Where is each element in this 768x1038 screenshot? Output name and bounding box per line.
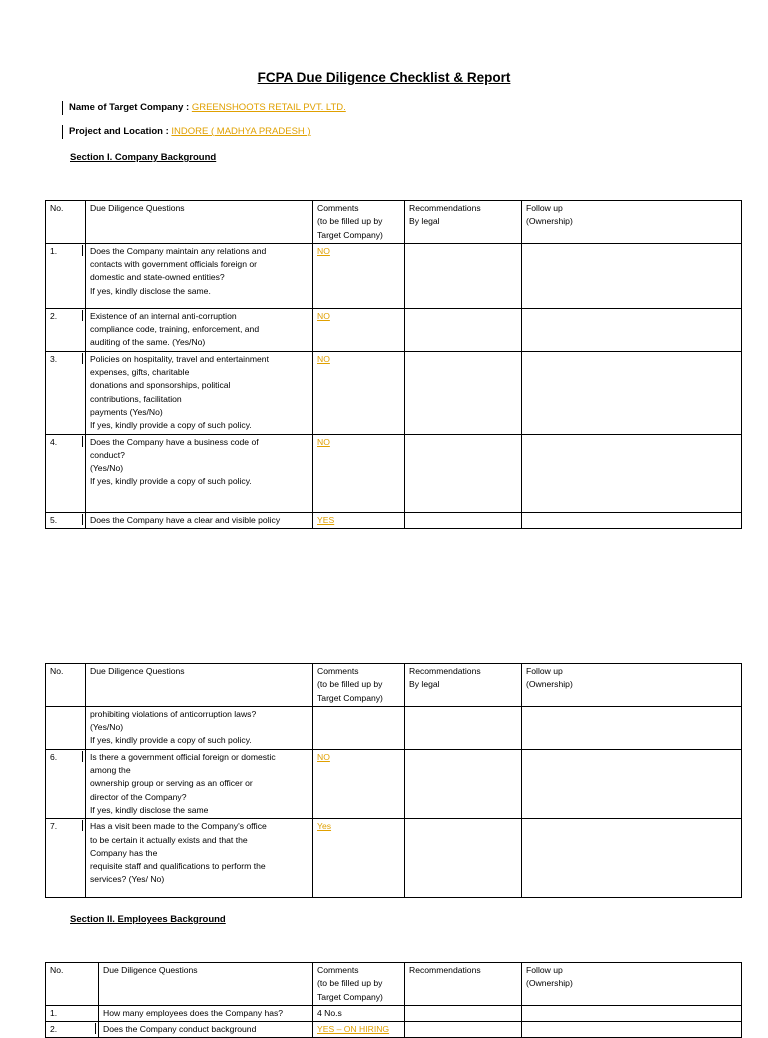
table-row xyxy=(46,819,742,898)
checklist-table-2 xyxy=(45,663,742,898)
row-number: 5. xyxy=(46,512,86,528)
row-comment xyxy=(313,1022,405,1038)
table-row xyxy=(46,243,742,308)
row-recommendation xyxy=(405,1005,522,1021)
row-comment xyxy=(313,749,405,818)
row-follow-up xyxy=(522,749,742,818)
row-number: 7. xyxy=(46,819,86,898)
row-recommendation xyxy=(405,434,522,512)
table-row xyxy=(46,308,742,351)
row-recommendation xyxy=(405,351,522,434)
table-row xyxy=(46,706,742,749)
header-recommendations: Recommendations By legal xyxy=(405,201,522,244)
row-question: Does the Company have a business code of conduct? (Yes/No) If yes, kindly provide a copy of such policy. xyxy=(86,434,313,512)
answer-value: Yes xyxy=(317,821,332,832)
target-company-value: GREENSHOOTS RETAIL PVT. LTD. xyxy=(191,102,346,113)
row-comment xyxy=(313,308,405,351)
row-comment xyxy=(313,243,405,308)
row-comment xyxy=(313,1005,405,1021)
row-follow-up xyxy=(522,351,742,434)
answer-value: NO xyxy=(317,310,330,321)
header-recommendations: Recommendations xyxy=(405,963,522,1006)
table-header-row xyxy=(46,201,742,244)
row-follow-up xyxy=(522,308,742,351)
header-recommendations: Recommendations By legal xyxy=(405,664,522,707)
target-company-field xyxy=(62,101,346,115)
row-number xyxy=(46,706,86,749)
section1-title: Section I. Company Background xyxy=(70,152,217,163)
answer-value: YES xyxy=(317,514,335,525)
row-question: Does the Company have a clear and visible policy xyxy=(86,512,313,528)
header-comments: Comments (to be filled up by Target Company) xyxy=(313,664,405,707)
checklist-table-1 xyxy=(45,200,742,529)
table-header-row xyxy=(46,963,742,1006)
answer-value: 4 No.s xyxy=(317,1007,342,1018)
row-follow-up xyxy=(522,434,742,512)
header-comments: Comments (to be filled up by Target Company) xyxy=(313,201,405,244)
employees-table xyxy=(45,962,742,1038)
row-recommendation xyxy=(405,243,522,308)
row-number: 4. xyxy=(46,434,86,512)
row-comment xyxy=(313,351,405,434)
header-questions: Due Diligence Questions xyxy=(86,201,313,244)
row-question: Is there a government official foreign or domestic among the ownership group or serving as an officer or director of the Company? If yes, kindly disclose the same xyxy=(86,749,313,818)
row-recommendation xyxy=(405,308,522,351)
answer-value: NO xyxy=(317,245,330,256)
row-question: Existence of an internal anti-corruption compliance code, training, enforcement, and auditing of the same. (Yes/No) xyxy=(86,308,313,351)
row-comment xyxy=(313,512,405,528)
table-row xyxy=(46,1022,742,1038)
row-number: 6. xyxy=(46,749,86,818)
header-no: No. xyxy=(46,963,99,1006)
target-company-label: Name of Target Company : xyxy=(69,102,190,113)
row-question: Does the Company maintain any relations and contacts with government officials foreign or domestic and state-owned entities? If yes, kindly disclose the same. xyxy=(86,243,313,308)
answer-value: NO xyxy=(317,751,330,762)
row-follow-up xyxy=(522,706,742,749)
document-title: FCPA Due Diligence Checklist & Report xyxy=(257,70,511,85)
row-number: 3. xyxy=(46,351,86,434)
header-questions: Due Diligence Questions xyxy=(86,664,313,707)
row-follow-up xyxy=(522,819,742,898)
project-location-value: INDORE ( MADHYA PRADESH ) xyxy=(171,126,311,137)
table-header-row xyxy=(46,664,742,707)
row-recommendation xyxy=(405,706,522,749)
project-location-label: Project and Location : xyxy=(69,126,169,137)
row-number: 1. xyxy=(46,243,86,308)
header-follow-up: Follow up (Ownership) xyxy=(522,201,742,244)
header-questions: Due Diligence Questions xyxy=(99,963,313,1006)
row-question: Does the Company conduct background xyxy=(99,1022,313,1038)
table-row xyxy=(46,351,742,434)
answer-value: NO xyxy=(317,353,330,364)
row-recommendation xyxy=(405,819,522,898)
row-number: 2. xyxy=(46,308,86,351)
project-location-field xyxy=(62,125,311,139)
table-row xyxy=(46,1005,742,1021)
table-row xyxy=(46,512,742,528)
table-row xyxy=(46,749,742,818)
row-recommendation xyxy=(405,1022,522,1038)
row-follow-up xyxy=(522,512,742,528)
section2-title: Section II. Employees Background xyxy=(70,914,226,925)
answer-value: NO xyxy=(317,436,330,447)
header-comments: Comments (to be filled up by Target Company) xyxy=(313,963,405,1006)
row-follow-up xyxy=(522,1005,742,1021)
row-number: 2. xyxy=(46,1022,99,1038)
header-no: No. xyxy=(46,201,86,244)
row-number: 1. xyxy=(46,1005,99,1021)
row-comment xyxy=(313,706,405,749)
header-no: No. xyxy=(46,664,86,707)
row-question: prohibiting violations of anticorruption laws? (Yes/No) If yes, kindly provide a copy of such policy. xyxy=(86,706,313,749)
row-recommendation xyxy=(405,749,522,818)
header-follow-up: Follow up (Ownership) xyxy=(522,963,742,1006)
row-comment xyxy=(313,819,405,898)
row-question: Policies on hospitality, travel and entertainment expenses, gifts, charitable donations and sponsorships, political contributions, facilitation payments (Yes/No) If yes, kindly provide a copy of such policy. xyxy=(86,351,313,434)
row-follow-up xyxy=(522,1022,742,1038)
row-follow-up xyxy=(522,243,742,308)
row-recommendation xyxy=(405,512,522,528)
row-question: How many employees does the Company has? xyxy=(99,1005,313,1021)
row-question: Has a visit been made to the Company's office to be certain it actually exists and that the Company has the requisite staff and qualifications to perform the services? (Yes/ No) xyxy=(86,819,313,898)
table-row xyxy=(46,434,742,512)
row-comment xyxy=(313,434,405,512)
header-follow-up: Follow up (Ownership) xyxy=(522,664,742,707)
answer-value: YES – ON HIRING xyxy=(317,1024,390,1035)
